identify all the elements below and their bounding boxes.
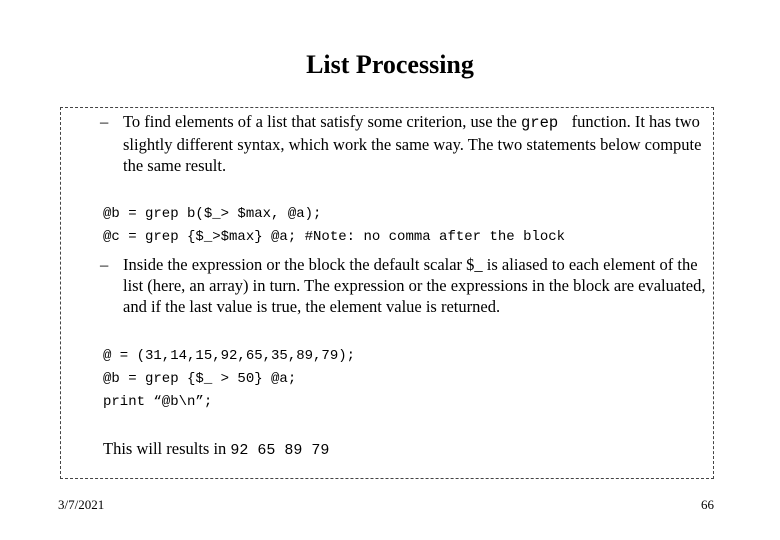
code-line: @b = grep {$_ > 50} @a; — [103, 371, 297, 387]
code-line: print “@b\n”; — [103, 394, 213, 410]
bullet-dash: – — [100, 255, 109, 274]
result-values: 92 65 89 79 — [230, 442, 330, 459]
inline-code-grep: grep — [520, 114, 568, 132]
code-line: @c = grep {$_>$max} @a; #Note: no comma after the block — [103, 229, 566, 245]
bullet-text: function. It has two slightly different syntax, which work the same way. The two statements below compute the same result. — [123, 112, 702, 175]
page-number: 66 — [701, 497, 714, 512]
bullet-scalar-alias — [100, 254, 712, 317]
code-block-example — [103, 345, 355, 414]
bullet-grep-intro — [100, 111, 712, 176]
result-line — [103, 439, 329, 459]
code-block-syntax — [103, 203, 565, 249]
result-text: This will results in — [103, 439, 231, 458]
code-line: @b = grep b($_> $max, @a); — [103, 206, 322, 222]
bullet-dash: – — [100, 112, 109, 131]
bullet-text: To find elements of a list that satisfy some criterion, use the — [123, 112, 521, 131]
code-line: @ = (31,14,15,92,65,35,89,79); — [103, 348, 356, 364]
slide-title: List Processing — [306, 50, 474, 79]
bullet-text: Inside the expression or the block the default scalar $_ is aliased to each element of the list (here, an array) in turn. The expression or the expressions in the block are evaluated, and if the last value is true, the element value is returned. — [123, 255, 706, 316]
footer-date: 3/7/2021 — [58, 497, 105, 512]
